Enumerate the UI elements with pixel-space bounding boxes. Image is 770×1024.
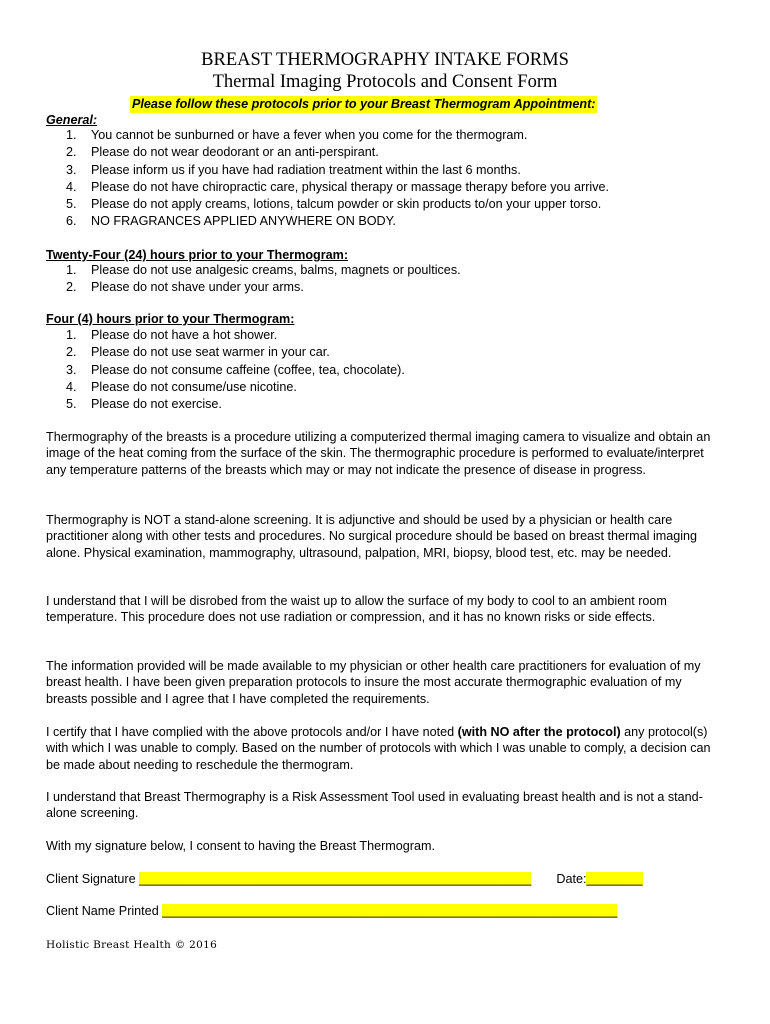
twenty-four-hours-list	[46, 262, 461, 297]
form-subtitle: Thermal Imaging Protocols and Consent Form	[212, 72, 558, 92]
list-item: 3. Please do not consume caffeine (coffee, tea, chocolate).	[66, 362, 405, 377]
protocol-note-bold: (with NO after the protocol)	[457, 725, 621, 739]
paragraph-certify: I certify that I have complied with the above protocols and/or I have noted (with NO after the protocol) any protocol(s) with which I was unable to comply. Based on the number of protocols with which I was unable to comply, a decision can be made about needing to reschedule the thermogram.	[46, 725, 711, 772]
client-signature-field[interactable]: ________________________________________________________	[139, 872, 532, 886]
form-title: BREAST THERMOGRAPHY INTAKE FORMS	[201, 50, 569, 70]
list-item: 1. Please do not have a hot shower.	[66, 328, 278, 342]
client-name-row	[46, 903, 617, 920]
twenty-four-hours-heading: Twenty-Four (24) hours prior to your Thermogram:	[46, 248, 349, 262]
paragraph-adjunctive: Thermography is NOT a stand-alone screening. It is adjunctive and should be used by a physician or health care practitioner along with other tests and procedures. No surgical procedure should be based on breast thermal imaging alone. Physical examination, mammography, ultrasound, palpation, MRI, biopsy, blood test, etc. may be needed.	[46, 513, 698, 560]
four-hours-heading: Four (4) hours prior to your Thermogram:	[46, 312, 295, 326]
list-item: 1. You cannot be sunburned or have a fever when you come for the thermogram.	[66, 128, 528, 142]
paragraph-consent: With my signature below, I consent to having the Breast Thermogram.	[46, 839, 435, 853]
client-signature-label: Client Signature	[46, 872, 136, 886]
list-item: 5. Please do not apply creams, lotions, talcum powder or skin products to/on your upper torso.	[66, 197, 602, 212]
paragraph-procedure: Thermography of the breasts is a procedure utilizing a computerized thermal imaging camera to visualize and obtain an image of the heat coming from the surface of the skin. The thermographic procedure is performed to evaluate/interpret any temperature patterns of the breasts which may or may not indicate the presence of disease in progress.	[46, 430, 711, 477]
list-item: 4. Please do not have chiropractic care, physical therapy or massage therapy before you arrive.	[66, 179, 610, 194]
date-field[interactable]: ________	[586, 872, 643, 886]
list-item: 6. NO FRAGRANCES APPLIED ANYWHERE ON BODY.	[66, 214, 396, 229]
date-label: Date:	[556, 872, 587, 886]
client-name-label: Client Name Printed	[46, 904, 159, 918]
client-signature-row	[46, 871, 643, 888]
client-name-field[interactable]: _________________________________________________________________	[162, 904, 618, 918]
list-item: 2. Please do not wear deodorant or an anti-perspirant.	[66, 145, 379, 160]
paragraph-disrobed: I understand that I will be disrobed from the waist up to allow the surface of my body to cool to an ambient room temperature. This procedure does not use radiation or compression, and it has no known risks or side effects.	[46, 594, 667, 625]
list-item: 4. Please do not consume/use nicotine.	[66, 379, 297, 394]
list-item: 2. Please do not use seat warmer in your car.	[66, 345, 330, 360]
general-heading: General:	[46, 113, 98, 127]
four-hours-list	[46, 327, 405, 413]
list-item: 2. Please do not shave under your arms.	[66, 280, 304, 295]
list-item: 5. Please do not exercise.	[66, 397, 222, 412]
paragraph-risk-assessment: I understand that Breast Thermography is a Risk Assessment Tool used in evaluating breast health and is not a stand-alone screening.	[46, 790, 703, 821]
list-item: 1. Please do not use analgesic creams, balms, magnets or poultices.	[66, 263, 461, 277]
list-item: 3. Please inform us if you have had radiation treatment within the last 6 months.	[66, 162, 521, 177]
instructions-banner: Please follow these protocols prior to your Breast Thermogram Appointment:	[132, 97, 596, 111]
footer-copyright: Holistic Breast Health © 2016	[46, 939, 218, 951]
paragraph-information: The information provided will be made available to my physician or other health care practitioners for evaluation of my breast health. I have been given preparation protocols to insure the most accurate thermographic evaluation of my breasts possible and I agree that I have completed the requirements.	[46, 659, 701, 706]
general-list	[46, 127, 609, 231]
